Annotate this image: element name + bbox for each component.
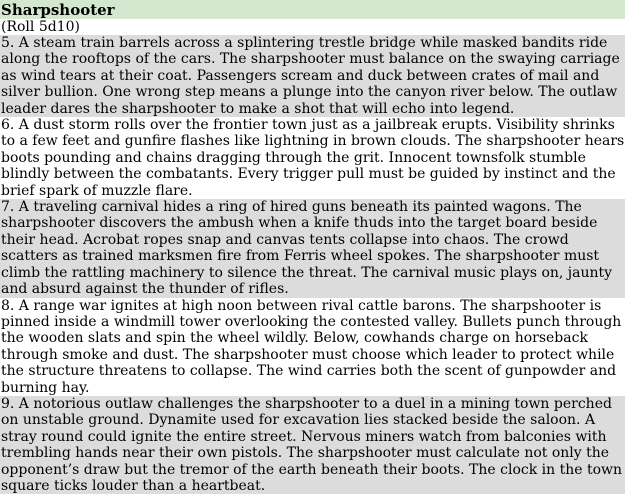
page-title: Sharpshooter xyxy=(0,0,625,19)
entry-9: 9. A notorious outlaw challenges the sharpshooter to a duel in a mining town perched on unstable ground. Dynamite used for excavation lies stacked beside the saloon. A stray round could ignite the entire street. Nervous miners watch from balconies with trembling hands near their own pistols. The sharpshooter must calculate not only the opponent’s draw but the tremor of the earth beneath their boots. The clock in the town square ticks louder than a heartbeat. xyxy=(0,396,625,494)
entry-6: 6. A dust storm rolls over the frontier town just as a jailbreak erupts. Visibility shrinks to a few feet and gunfire flashes like lightning in brown clouds. The sharpshooter hears boots pounding and chains dragging through the grit. Innocent townsfolk stumble blindly between the combatants. Every trigger pull must be guided by instinct and the brief spark of muzzle flare. xyxy=(1,117,625,199)
entry-8: 8. A range war ignites at high noon between rival cattle barons. The sharpshooter is pinned inside a windmill tower overlooking the contested valley. Bullets punch through the wooden slats and spin the wheel wildly. Below, cowhands charge on horseback through smoke and dust. The sharpshooter must choose which leader to protect while the structure threatens to collapse. The wind carries both the scent of gunpowder and burning hay. xyxy=(0,298,625,396)
roll-subtitle: (Roll 5d10) xyxy=(1,19,80,35)
entry-7: 7. A traveling carnival hides a ring of hired guns beneath its painted wagons. The sharpshooter discovers the ambush when a knife thuds into the target board beside their head. Acrobat ropes snap and canvas tents collapse into chaos. The crowd scatters as trained marksmen fire from Ferris wheel spokes. The sharpshooter must climb the rattling machinery to silence the threat. The carnival music plays on, jaunty and absurd against the thunder of rifles. xyxy=(0,199,625,297)
entry-5: 5. A steam train barrels across a splintering trestle bridge while masked bandits ride along the rooftops of the cars. The sharpshooter must balance on the swaying carriage as wind tears at their coat. Passengers scream and duck between crates of mail and silver bullion. One wrong step means a plunge into the canyon river below. The outlaw leader dares the sharpshooter to make a shot that will echo into legend. xyxy=(0,35,625,117)
